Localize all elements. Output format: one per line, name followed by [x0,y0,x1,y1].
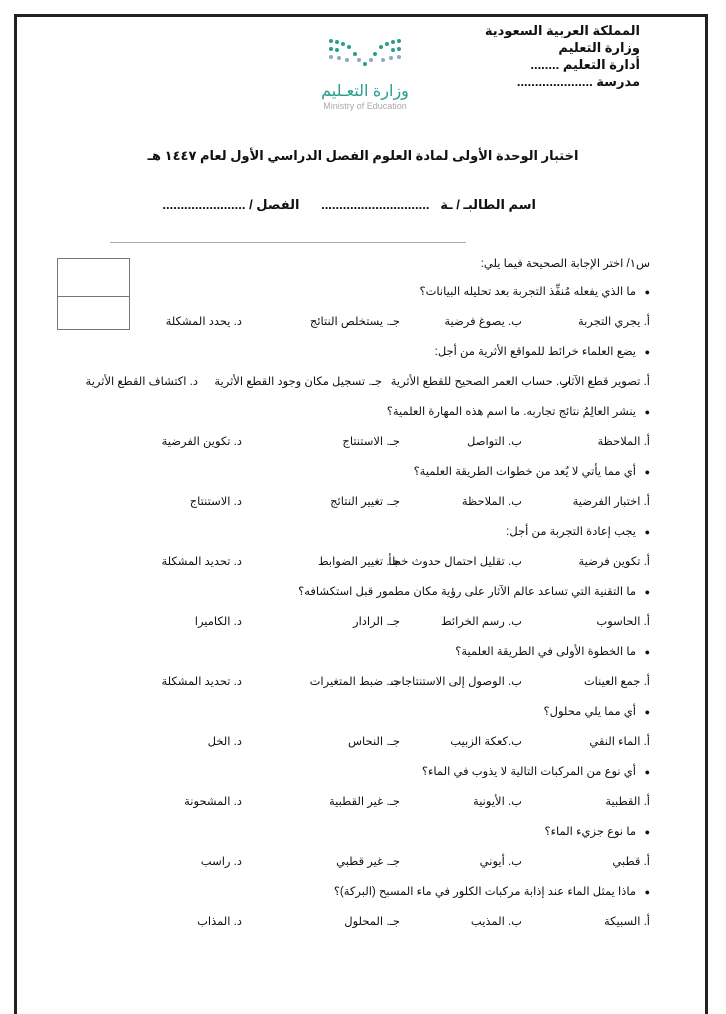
section-heading: س١/ اختر الإجابة الصحيحة فيما يلي: [480,258,650,270]
bullet-icon: ● [644,347,650,357]
option-c[interactable]: جـ. يستخلص النتائج [309,316,400,328]
option-d[interactable]: د. اكتشاف القطع الأثرية [85,376,198,388]
question-text: أي مما يأتي لا يُعد من خطوات الطريقة العلمية؟ [413,466,636,478]
exam-title: اختبار الوحدة الأولى لمادة العلوم الفصل الدراسي الأول لعام ١٤٤٧ هـ [147,148,579,163]
ministry-logo [300,36,430,111]
option-c[interactable]: جـ. تغيير الضوابط [317,556,400,568]
options-row [10,314,650,344]
country-label: المملكة العربية السعودية [484,23,640,38]
question [10,464,650,494]
question-text: ما التقنية التي تساعد عالم الآثار على رؤية مكان مطمور قبل استكشافه؟ [298,586,636,598]
option-b[interactable]: ب. الأيونية [473,796,522,808]
divider [110,242,466,243]
option-c[interactable]: جـ. تغيير النتائج [330,496,400,508]
bullet-icon: ● [644,707,650,717]
option-b[interactable]: ب. رسم الخرائط [440,616,522,628]
question [10,524,650,554]
bullet-icon: ● [644,887,650,897]
options-row [10,434,650,464]
option-c[interactable]: جـ. النحاس [347,736,400,748]
options-row [10,554,650,584]
option-b[interactable]: ب.كعكة الزبيب [450,736,522,748]
questions-section [10,256,650,944]
option-b[interactable]: ب. الوصول إلى الاستنتاجات [390,676,522,688]
option-d[interactable]: د. المذاب [197,916,242,928]
option-a[interactable]: أ. اختبار الفرضية [572,496,650,508]
option-b[interactable]: ب. المذيب [470,916,522,928]
option-d[interactable]: د. تحديد المشكلة [161,676,242,688]
bullet-icon: ● [644,287,650,297]
dots-logo-icon [325,36,405,70]
option-d[interactable]: د. راسب [200,856,242,868]
option-d[interactable]: د. يحدد المشكلة [165,316,242,328]
option-a[interactable]: أ. تصوير قطع الآثار [562,376,650,388]
question [10,284,650,314]
option-d[interactable]: د. الاستنتاج [189,496,242,508]
option-a[interactable]: أ. الحاسوب [596,616,650,628]
option-d[interactable]: د. الخل [207,736,242,748]
options-row [10,614,650,644]
question [10,584,650,614]
question [10,704,650,734]
question [10,884,650,914]
option-a[interactable]: أ. الماء النقي [589,736,650,748]
option-b[interactable]: ب. أيوني [479,856,522,868]
option-c[interactable]: جـ. تسجيل مكان وجود القطع الأثرية [214,376,382,388]
bullet-icon: ● [644,647,650,657]
option-c[interactable]: جـ. غير القطبية [329,796,400,808]
option-d[interactable]: د. تكوين الفرضية [161,436,242,448]
option-a[interactable]: أ. قطبي [612,856,650,868]
student-name-line: اسم الطالبـ / ـة .............................. الفصل / ....................... [162,197,536,212]
question-text: أي نوع من المركبات التالية لا يذوب في الماء؟ [421,766,636,778]
bullet-icon: ● [644,767,650,777]
logo-english-text: Ministry of Education [323,101,407,111]
question-text: ما الخطوة الأولى في الطريقة العلمية؟ [455,646,636,658]
bullet-icon: ● [644,827,650,837]
option-b[interactable]: ب. تقليل احتمال حدوث خطأ [388,556,522,568]
question-text: ما نوع جزيء الماء؟ [544,826,636,838]
option-c[interactable]: جـ. ضبط المتغيرات [309,676,400,688]
option-b[interactable]: ب. الملاحظة [461,496,522,508]
options-row [10,494,650,524]
option-b[interactable]: ب. التواصل [467,436,522,448]
question-text: يجب إعادة التجربة من أجل: [506,526,636,538]
header-block [485,22,640,90]
question-text: ماذا يمثل الماء عند إذابة مركبات الكلور في ماء المسبح (البركة)؟ [333,886,636,898]
question [10,404,650,434]
ministry-label: وزارة التعليم [558,40,640,55]
option-c[interactable]: جـ. الاستنتاج [342,436,400,448]
option-d[interactable]: د. الكاميرا [194,616,242,628]
option-a[interactable]: أ. تكوين فرضية [578,556,650,568]
option-a[interactable]: أ. يجري التجربة [577,316,650,328]
question-text: ينشر العالِمُ نتائج تجاربه. ما اسم هذه المهارة العلمية؟ [386,406,636,418]
bullet-icon: ● [644,407,650,417]
option-b[interactable]: ب. يصوغ فرضية [444,316,522,328]
option-a[interactable]: أ. السبيكة [604,916,650,928]
administration-label: أدارة التعليم ........ [530,57,640,72]
question [10,764,650,794]
options-row [10,374,650,404]
options-row [10,734,650,764]
logo-arabic-text: وزارة التعـليم [321,83,409,100]
option-a[interactable]: أ. جمع العينات [583,676,650,688]
option-b[interactable]: ب. حساب العمر الصحيح للقطع الأثرية [390,376,570,388]
bullet-icon: ● [644,527,650,537]
bullet-icon: ● [644,587,650,597]
options-row [10,914,650,944]
bullet-icon: ● [644,467,650,477]
option-a[interactable]: أ. الملاحظة [597,436,650,448]
question [10,344,650,374]
option-a[interactable]: أ. القطبية [605,796,650,808]
options-row [10,674,650,704]
options-row [10,854,650,884]
option-c[interactable]: جـ. الرادار [353,616,400,628]
option-c[interactable]: جـ. المحلول [344,916,400,928]
option-c[interactable]: جـ. غير قطبي [336,856,400,868]
options-row [10,794,650,824]
option-d[interactable]: د. المشحونة [184,796,242,808]
question [10,824,650,854]
question-text: أي مما يلي محلول؟ [543,706,636,718]
question-text: يضع العلماء خرائط للمواقع الأثرية من أجل: [434,346,636,358]
question-text: ما الذي يفعله مُنفِّذ التجربة بعد تحليله البيانات؟ [419,286,636,298]
school-label: مدرسة ..................... [516,74,640,89]
question [10,644,650,674]
option-d[interactable]: د. تحديد المشكلة [161,556,242,568]
